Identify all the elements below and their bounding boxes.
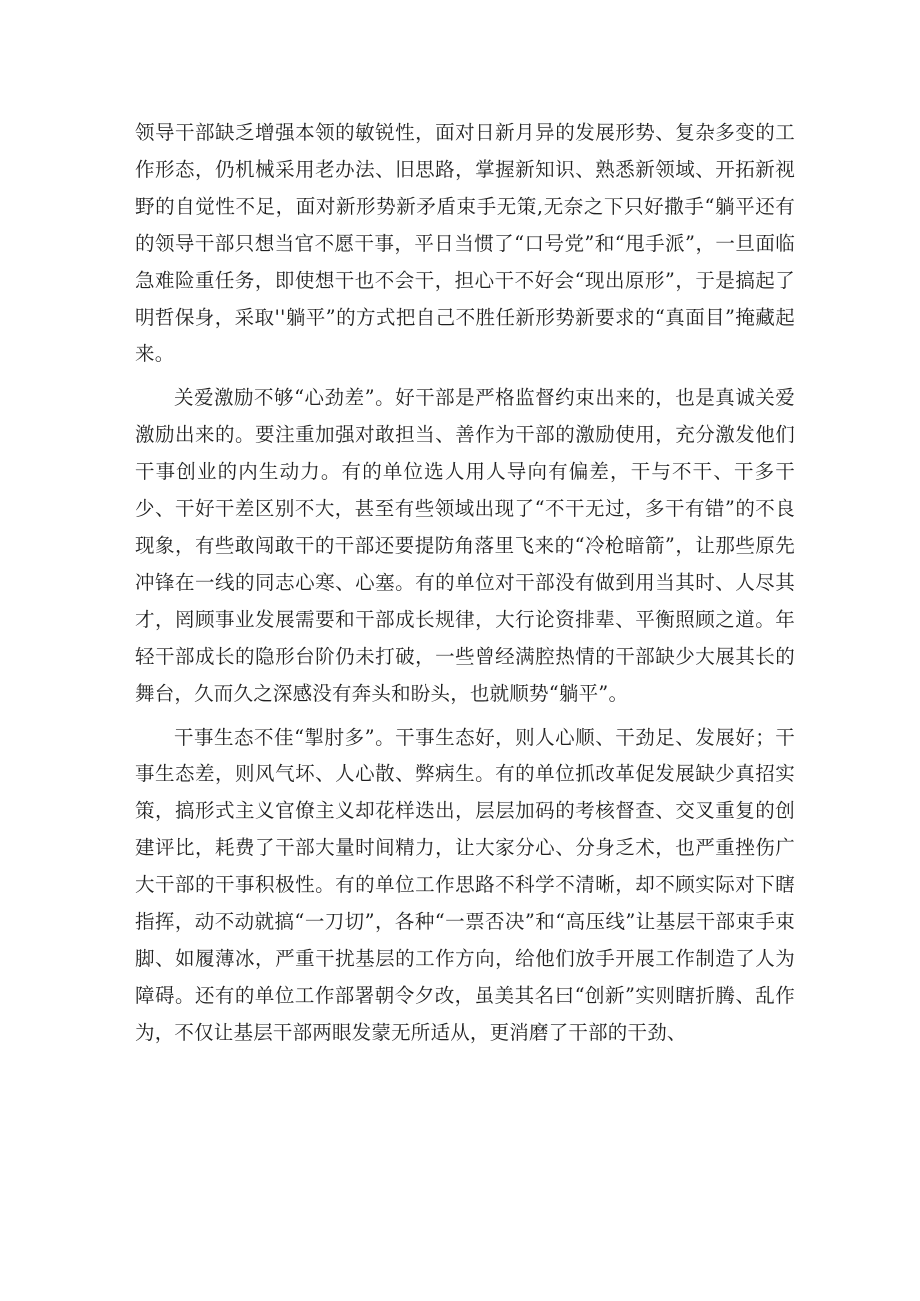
paragraph-work-ecology: 干事生态不佳“掣肘多”。干事生态好，则人心顺、干劲足、发展好；干事生态差，则风气坏、人心散、弊病生。有的单位抓改革促发展缺少真招实策，搞形式主义官僚主义却花样迭出，层层加码的考核督查、交叉重复的创建评比，耗费了干部大量时间精力，让大家分心、分身乏术，也严重挫伤广大干部的干事积极性。有的单位工作思路不科学不清晰，却不顾实际对下瞎指挥，动不动就搞“一刀切”，各种“一票否决”和“高压线”让基层干部束手束脚、如履薄冰，严重干扰基层的工作方向，给他们放手开展工作制造了人为障碍。还有的单位工作部署朝令夕改，虽美其名曰“创新”实则瞎折腾、乱作为，不仅让基层干部两眼发蒙无所适从，更消磨了干部的干劲、 [135,725,795,1044]
paragraph-care-incentive: 关爱激励不够“心劲差”。好干部是严格监督约束出来的，也是真诚关爱激励出来的。要注重加强对敢担当、善作为干部的激励使用，充分激发他们干事创业的内生动力。有的单位选人用人导向有偏差，干与不干、干多干少、干好干差区别不大，甚至有些领域出现了“不干无过，多干有错”的不良现象，有些敢闯敢干的干部还要提防角落里飞来的“冷枪暗箭”，让那些原先冲锋在一线的同志心寒、心塞。有的单位对干部没有做到用当其时、人尽其才，罔顾事业发展需要和干部成长规律，大行论资排辈、平衡照顾之道。年轻干部成长的隐形台阶仍未打破，一些曾经满腔热情的干部缺少大展其长的舞台，久而久之深感没有奔头和盼头，也就顺势“躺平”。 [135,386,795,705]
document-body [135,115,795,1052]
paragraph-continuation: 领导干部缺乏增强本领的敏锐性，面对日新月异的发展形势、复杂多变的工作形态，仍机械采用老办法、旧思路，掌握新知识、熟悉新领域、开拓新视野的自觉性不足，面对新形势新矛盾束手无策,无奈之下只好撒手“躺平还有的领导干部只想当官不愿干事，平日当惯了“口号党”和“甩手派”，一旦面临急难险重任务，即使想干也不会干，担心干不好会“现出原形”，于是搞起了明哲保身，采取''躺平”的方式把自己不胜任新形势新要求的“真面目”掩藏起来。 [135,121,795,366]
